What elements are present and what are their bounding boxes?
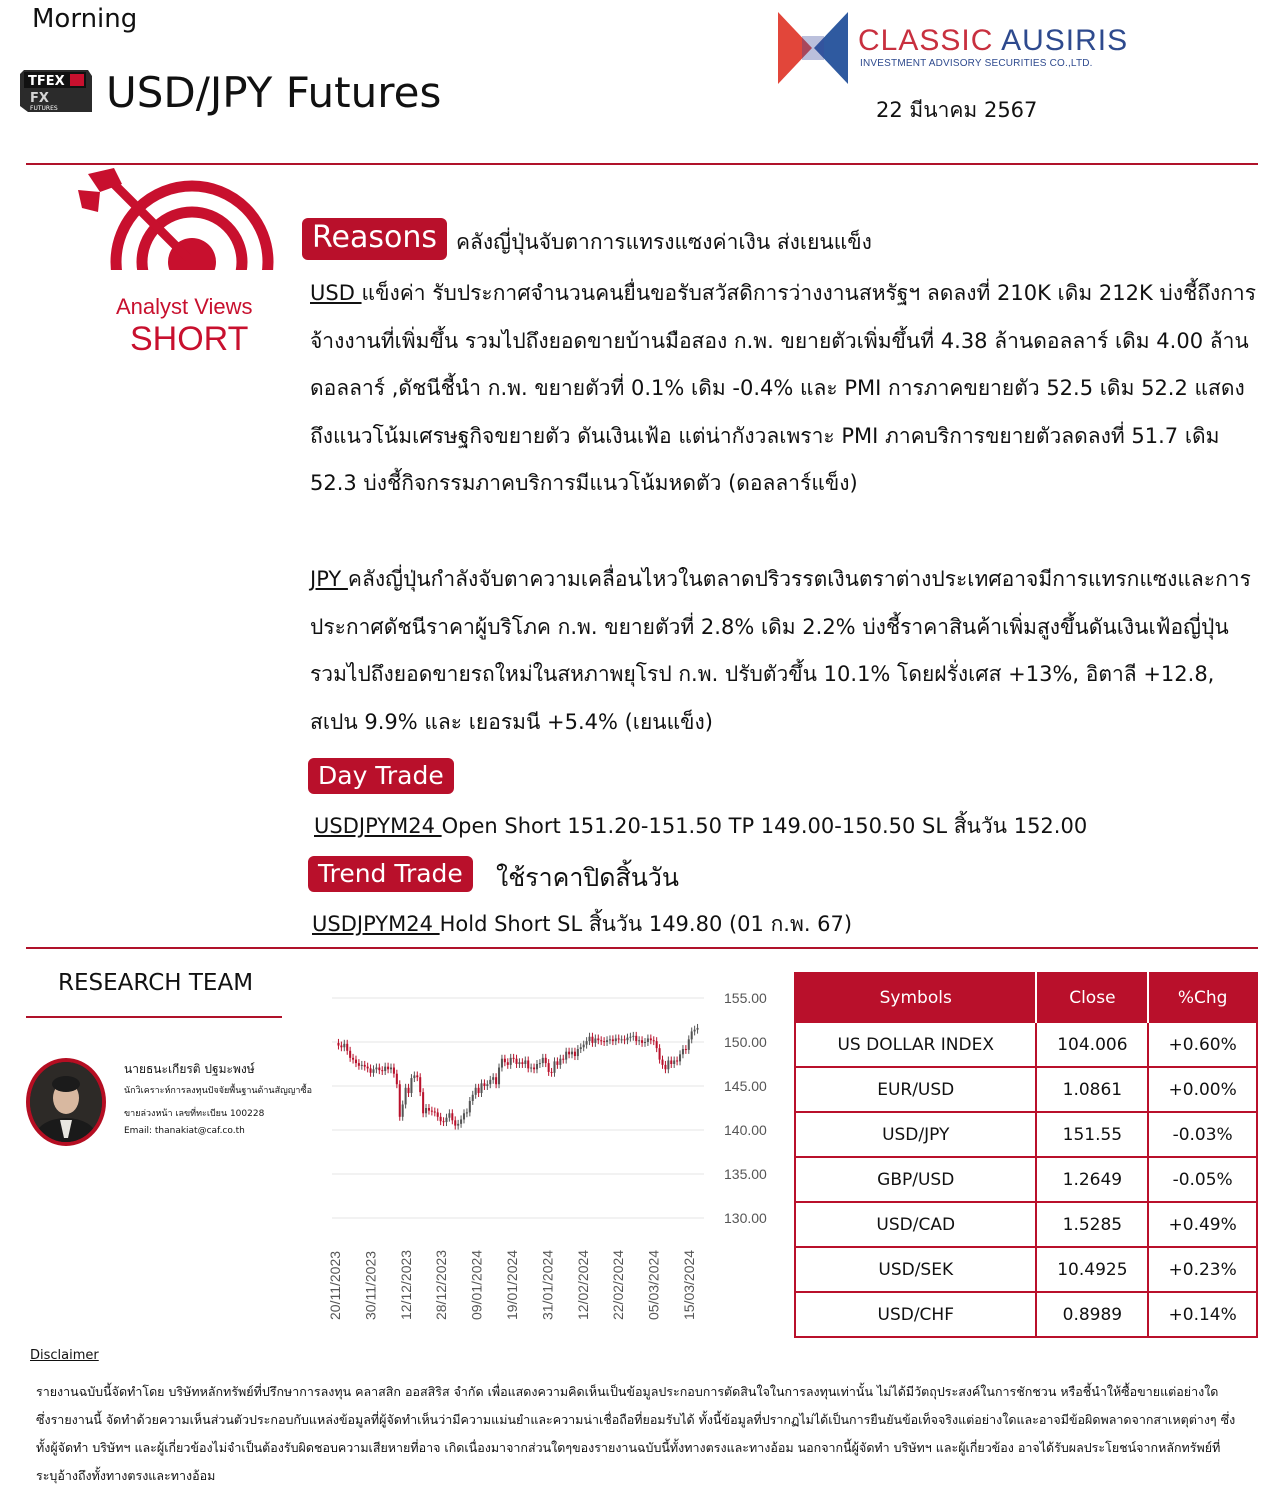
candle-body bbox=[413, 1075, 415, 1078]
y-tick-label: 130.00 bbox=[724, 1210, 767, 1226]
y-tick-label: 155.00 bbox=[724, 990, 767, 1006]
candle-body bbox=[542, 1058, 544, 1063]
candle-body bbox=[527, 1060, 529, 1068]
close-cell: 0.8989 bbox=[1036, 1292, 1148, 1337]
analyst-name: นายธนะเกียรติ ปฐมะพงษ์ bbox=[124, 1062, 255, 1076]
candle-body bbox=[410, 1078, 412, 1093]
symbol-cell: USD/CAD bbox=[795, 1202, 1036, 1247]
y-tick-label: 135.00 bbox=[724, 1166, 767, 1182]
candle-body bbox=[632, 1036, 634, 1037]
candle-body bbox=[457, 1124, 459, 1126]
candle-body bbox=[589, 1037, 591, 1041]
trend-trade-badge: Trend Trade bbox=[308, 856, 473, 892]
candle-body bbox=[387, 1067, 389, 1070]
analyst-view-value: SHORT bbox=[130, 320, 249, 358]
candle-body bbox=[539, 1063, 541, 1064]
jpy-tag: JPY bbox=[310, 567, 348, 591]
close-cell: 151.55 bbox=[1036, 1112, 1148, 1157]
candle-body bbox=[647, 1038, 649, 1042]
candle-body bbox=[626, 1038, 628, 1041]
table-row bbox=[795, 1022, 1257, 1067]
candle-body bbox=[428, 1108, 430, 1111]
candle-body bbox=[340, 1046, 342, 1048]
candle-body bbox=[553, 1061, 555, 1072]
candle-body bbox=[577, 1049, 579, 1056]
x-tick-label: 12/12/2023 bbox=[397, 1249, 414, 1320]
candle-body bbox=[676, 1060, 678, 1061]
candle-body bbox=[507, 1062, 509, 1065]
analyst-license: ขายล่วงหน้า เลขที่ทะเบียน 100228 bbox=[124, 1109, 265, 1119]
candle-body bbox=[609, 1039, 611, 1040]
y-tick-label: 145.00 bbox=[724, 1078, 767, 1094]
chg-cell: +0.49% bbox=[1148, 1202, 1257, 1247]
candle-body bbox=[489, 1080, 491, 1084]
candle-body bbox=[659, 1048, 661, 1059]
candle-body bbox=[682, 1049, 684, 1054]
close-cell: 10.4925 bbox=[1036, 1247, 1148, 1292]
x-tick-label: 20/11/2023 bbox=[327, 1250, 343, 1320]
symbol-cell: GBP/USD bbox=[795, 1157, 1036, 1202]
candle-body bbox=[594, 1038, 596, 1042]
candle-body bbox=[562, 1059, 564, 1060]
candle-body bbox=[349, 1051, 351, 1058]
candle-body bbox=[653, 1040, 655, 1041]
research-team-heading: RESEARCH TEAM bbox=[58, 970, 254, 996]
candle-body bbox=[565, 1052, 567, 1060]
candle-body bbox=[629, 1037, 631, 1038]
candle-body bbox=[495, 1077, 497, 1084]
analyst-email: Email: thanakiat@caf.co.th bbox=[124, 1126, 245, 1136]
classic-ausiris-logo-icon bbox=[778, 12, 848, 84]
candle-body bbox=[443, 1121, 445, 1122]
candle-body bbox=[583, 1045, 585, 1048]
candle-body bbox=[597, 1038, 599, 1040]
candle-body bbox=[574, 1052, 576, 1056]
candle-body bbox=[352, 1058, 354, 1060]
market-table bbox=[794, 972, 1258, 1338]
candle-body bbox=[460, 1119, 462, 1123]
candle-body bbox=[536, 1064, 538, 1069]
candle-body bbox=[472, 1095, 474, 1101]
candle-body bbox=[580, 1047, 582, 1049]
candle-body bbox=[434, 1112, 436, 1113]
candle-body bbox=[513, 1058, 515, 1059]
trend-trade-note: ใช้ราคาปิดสิ้นวัน bbox=[496, 863, 679, 892]
candle-body bbox=[437, 1112, 439, 1116]
candle-body bbox=[375, 1068, 377, 1070]
candle-body bbox=[673, 1060, 675, 1064]
candle-body bbox=[498, 1068, 500, 1085]
analyst-title: นักวิเคราะห์การลงทุนปัจจัยพื้นฐานด้านสัญญาซื้อ bbox=[124, 1086, 312, 1096]
symbol-cell: USD/CHF bbox=[795, 1292, 1036, 1337]
candle-body bbox=[364, 1065, 366, 1067]
disclaimer-text: รายงานฉบับนี้จัดทำโดย บริษัทหลักทรัพย์ที่ปรึกษาการลงทุน คลาสสิก ออสสิริส จำกัด เพื่อแสดงความคิดเห็นเป็นข้อมูลประกอบการตัดสินใจในการลงทุนเท่านั้น ไม่ได้มีวัตถุประสงค์ในการชักชวน หรือชี้นำให้ซื้อขายแต่อย่างใด ซึ่งรายงานนี้ จัดทำด้วยความเห็นส่วนตัวประกอบกับแหล่งข้อมูลที่ผู้จัดทำเห็นว่ามีความแม่นยำและความน่าเชื่อถือที่ยอมรับได้ ทั้งนี้ข้อมูลที่ปรากฏไม่ได้เป็นการยืนยันข้อเท็จจริงแต่อย่างใดและอาจมีข้อผิดพลาดจากสาเหตุต่างๆ ซึ่งทั้งผู้จัดทำ บริษัทฯ และผู้เกี่ยวข้องไม่จำเป็นต้องรับผิดชอบความเสียหายที่อาจ เกิดเนื่องมาจากส่วนใดๆของรายงานฉบับนี้ทั้งทางตรงและทางอ้อม นอกจากนี้ผู้จัดทำ บริษัทฯ และผู้เกี่ยวข้อง อาจได้รับผลประโยชน์จากหลักทรัพย์ที่ระบุอ้างถึงทั้งทางตรงและทางอ้อม bbox=[36, 1384, 1236, 1483]
svg-text:TFEX: TFEX bbox=[28, 74, 65, 89]
candle-body bbox=[521, 1062, 523, 1064]
candle-body bbox=[405, 1088, 407, 1105]
chg-cell: +0.14% bbox=[1148, 1292, 1257, 1337]
table-header-row bbox=[795, 973, 1257, 1022]
candle-body bbox=[469, 1101, 471, 1112]
candle-body bbox=[478, 1088, 480, 1093]
candle-body bbox=[533, 1068, 535, 1070]
candle-body bbox=[408, 1088, 410, 1093]
candle-body bbox=[667, 1060, 669, 1069]
x-tick-label: 30/11/2023 bbox=[362, 1250, 379, 1320]
col-header-chg: %Chg bbox=[1148, 973, 1257, 1022]
reasons-headline: คลังญี่ปุ่นจับตาการแทรงแซงค่าเงิน ส่งเยนแข็ง bbox=[456, 230, 872, 254]
candle-body bbox=[516, 1059, 518, 1064]
candle-body bbox=[451, 1113, 453, 1120]
candle-body bbox=[510, 1058, 512, 1065]
candle-body bbox=[621, 1039, 623, 1040]
candle-body bbox=[694, 1030, 696, 1032]
candle-body bbox=[568, 1052, 570, 1055]
close-cell: 1.0861 bbox=[1036, 1067, 1148, 1112]
trend-trade-line bbox=[312, 908, 852, 941]
candle-body bbox=[483, 1083, 485, 1086]
trend-trade-symbol: USDJPYM24 bbox=[312, 912, 440, 936]
page-title: USD/JPY Futures bbox=[106, 68, 442, 117]
candle-body bbox=[615, 1038, 617, 1041]
candle-body bbox=[504, 1059, 506, 1063]
report-date: 22 มีนาคม 2567 bbox=[876, 98, 1038, 122]
divider bbox=[26, 947, 1258, 949]
candle-body bbox=[551, 1072, 553, 1073]
usdjpy-candlestick-chart bbox=[326, 984, 786, 1324]
symbol-cell: USD/SEK bbox=[795, 1247, 1036, 1292]
symbol-cell: USD/JPY bbox=[795, 1112, 1036, 1157]
candle-body bbox=[638, 1040, 640, 1041]
candle-body bbox=[545, 1058, 547, 1063]
day-trade-text: Open Short 151.20-151.50 TP 149.00-150.50 SL สิ้นวัน 152.00 bbox=[441, 814, 1088, 838]
symbol-cell: EUR/USD bbox=[795, 1067, 1036, 1112]
x-tick-label: 28/12/2023 bbox=[433, 1249, 450, 1320]
candle-body bbox=[606, 1040, 608, 1042]
divider bbox=[26, 163, 1258, 165]
table-row bbox=[795, 1112, 1257, 1157]
candle-body bbox=[399, 1084, 401, 1117]
candle-body bbox=[524, 1060, 526, 1064]
chg-cell: -0.05% bbox=[1148, 1157, 1257, 1202]
candle-body bbox=[518, 1062, 520, 1064]
candle-body bbox=[691, 1031, 693, 1039]
day-trade-badge: Day Trade bbox=[308, 758, 454, 794]
trend-trade-text: Hold Short SL สิ้นวัน 149.80 (01 ก.พ. 67) bbox=[439, 912, 853, 936]
candle-body bbox=[337, 1043, 339, 1046]
table-row bbox=[795, 1292, 1257, 1337]
reasons-badge: Reasons bbox=[302, 218, 447, 260]
divider bbox=[26, 1016, 282, 1018]
usd-text: แข็งค่า รับประกาศจำนวนคนยื่นขอรับสวัสดิการว่างงานสหรัฐฯ ลดลงที่ 210K เดิม 212K บ่งชี้ถึงการจ้างงานที่เพิ่มขึ้น รวมไปถึงยอดขายบ้านมือสอง ก.พ. ขยายตัวเพิ่มขึ้นที่ 4.38 ล้านดอลลาร์ เดิม 4.00 ล้านดอลลาร์ ,ดัชนีชี้นำ ก.พ. ขยายตัวที่ 0.1% เดิม -0.4% และ PMI การภาคขยายตัว 52.5 เดิม 52.2 แสดงถึงแนวโน้มเศรษฐกิจขยายตัว ดันเงินเฟ้อ แต่น่ากังวลเพราะ PMI ภาคบริการขยายตัวลดลงที่ 51.7 เดิม 52.3 บ่งชี้กิจกรรมภาคบริการมีแนวโน้มหดตัว (ดอลลาร์แข็ง) bbox=[310, 281, 1256, 495]
candle-body bbox=[445, 1118, 447, 1122]
target-arrow-icon bbox=[70, 166, 280, 296]
x-tick-label: 09/01/2024 bbox=[468, 1249, 485, 1320]
svg-text:FX: FX bbox=[30, 91, 49, 106]
usd-tag: USD bbox=[310, 281, 362, 305]
candle-body bbox=[641, 1040, 643, 1043]
candle-body bbox=[618, 1038, 620, 1039]
brand-subtitle: INVESTMENT ADVISORY SECURITIES CO.,LTD. bbox=[860, 58, 1093, 69]
candle-body bbox=[664, 1065, 666, 1069]
x-tick-label: 19/01/2024 bbox=[504, 1249, 520, 1320]
candle-body bbox=[480, 1083, 482, 1093]
candle-body bbox=[425, 1108, 427, 1113]
close-cell: 1.2649 bbox=[1036, 1157, 1148, 1202]
candle-body bbox=[370, 1068, 372, 1072]
candle-body bbox=[697, 1028, 699, 1030]
candle-body bbox=[431, 1111, 433, 1112]
candle-body bbox=[440, 1117, 442, 1121]
candle-body bbox=[559, 1059, 561, 1065]
candle-body bbox=[685, 1049, 687, 1050]
candle-body bbox=[486, 1084, 488, 1086]
candle-body bbox=[367, 1067, 369, 1069]
candle-body bbox=[600, 1040, 602, 1041]
candle-body bbox=[393, 1068, 395, 1074]
candle-body bbox=[530, 1068, 532, 1069]
candle-body bbox=[612, 1039, 614, 1041]
chg-cell: +0.00% bbox=[1148, 1067, 1257, 1112]
candle-body bbox=[688, 1039, 690, 1050]
candle-body bbox=[661, 1060, 663, 1065]
day-trade-symbol: USDJPYM24 bbox=[314, 814, 442, 838]
candle-body bbox=[384, 1067, 386, 1071]
table-row bbox=[795, 1067, 1257, 1112]
candle-body bbox=[448, 1113, 450, 1117]
analyst-photo bbox=[30, 1062, 102, 1142]
x-tick-label: 31/01/2024 bbox=[539, 1249, 556, 1320]
x-tick-label: 22/02/2024 bbox=[610, 1249, 627, 1320]
brand-name: CLASSIC AUSIRIS bbox=[858, 24, 1129, 57]
candle-body bbox=[548, 1063, 550, 1072]
candle-body bbox=[378, 1068, 380, 1071]
candle-body bbox=[656, 1041, 658, 1048]
candle-body bbox=[644, 1042, 646, 1043]
chg-cell: +0.23% bbox=[1148, 1247, 1257, 1292]
candle-body bbox=[603, 1041, 605, 1042]
table-row bbox=[795, 1202, 1257, 1247]
close-cell: 104.006 bbox=[1036, 1022, 1148, 1067]
candle-body bbox=[475, 1088, 477, 1095]
svg-text:FUTURES: FUTURES bbox=[30, 105, 58, 112]
candle-body bbox=[670, 1060, 672, 1064]
close-cell: 1.5285 bbox=[1036, 1202, 1148, 1247]
candle-body bbox=[454, 1120, 456, 1125]
x-tick-label: 12/02/2024 bbox=[574, 1249, 591, 1320]
tfex-logo bbox=[20, 66, 92, 116]
candle-body bbox=[381, 1070, 383, 1071]
candle-body bbox=[372, 1069, 374, 1073]
chg-cell: -0.03% bbox=[1148, 1112, 1257, 1157]
x-tick-label: 15/03/2024 bbox=[681, 1249, 697, 1320]
disclaimer-heading: Disclaimer bbox=[30, 1348, 99, 1363]
x-tick-label: 05/03/2024 bbox=[645, 1249, 662, 1320]
candle-body bbox=[679, 1054, 681, 1061]
col-header-close: Close bbox=[1036, 973, 1148, 1022]
day-trade-line bbox=[314, 810, 1087, 843]
candle-body bbox=[492, 1077, 494, 1080]
usd-paragraph bbox=[310, 270, 1264, 508]
candle-body bbox=[390, 1068, 392, 1070]
candle-body bbox=[591, 1037, 593, 1043]
candle-body bbox=[463, 1113, 465, 1119]
candle-body bbox=[361, 1065, 363, 1066]
candle-body bbox=[635, 1036, 637, 1041]
candle-body bbox=[343, 1044, 345, 1048]
analyst-view-label: Analyst Views bbox=[116, 294, 253, 319]
candle-body bbox=[416, 1075, 418, 1077]
chg-cell: +0.60% bbox=[1148, 1022, 1257, 1067]
candle-body bbox=[556, 1061, 558, 1065]
y-tick-label: 150.00 bbox=[724, 1034, 767, 1050]
table-row bbox=[795, 1157, 1257, 1202]
candle-body bbox=[402, 1104, 404, 1116]
edition-label: Morning bbox=[32, 4, 138, 34]
candle-body bbox=[346, 1044, 348, 1051]
jpy-text: คลังญี่ปุ่นกำลังจับตาความเคลื่อนไหวในตลาดปริวรรตเงินตราต่างประเทศอาจมีการแทรกแซงและการประกาศดัชนีราคาผู้บริโภค ก.พ. ขยายตัวที่ 2.8% เดิม 2.2% บ่งชี้ราคาสินค้าเพิ่มสูงขึ้นดันเงินเฟ้อญี่ปุ่น รวมไปถึงยอดขายรถใหม่ในสหภาพยุโรป ก.พ. ปรับตัวขึ้น 10.1% โดยฝรั่งเศส +13%, อิตาลี +12.8, สเปน 9.9% และ เยอรมนี +5.4% (เยนแข็ง) bbox=[310, 567, 1251, 734]
candle-body bbox=[355, 1060, 357, 1064]
candle-body bbox=[650, 1038, 652, 1040]
candle-body bbox=[624, 1039, 626, 1040]
jpy-paragraph bbox=[310, 556, 1264, 746]
symbol-cell: US DOLLAR INDEX bbox=[795, 1022, 1036, 1067]
candle-body bbox=[419, 1077, 421, 1092]
candle-body bbox=[586, 1041, 588, 1045]
candle-body bbox=[396, 1074, 398, 1085]
candle-body bbox=[358, 1063, 360, 1066]
candle-body bbox=[422, 1092, 424, 1113]
table-row bbox=[795, 1247, 1257, 1292]
candle-body bbox=[466, 1112, 468, 1113]
candle-body bbox=[501, 1059, 503, 1068]
col-header-symbols: Symbols bbox=[795, 973, 1036, 1022]
y-tick-label: 140.00 bbox=[724, 1122, 767, 1138]
candle-body bbox=[571, 1052, 573, 1055]
